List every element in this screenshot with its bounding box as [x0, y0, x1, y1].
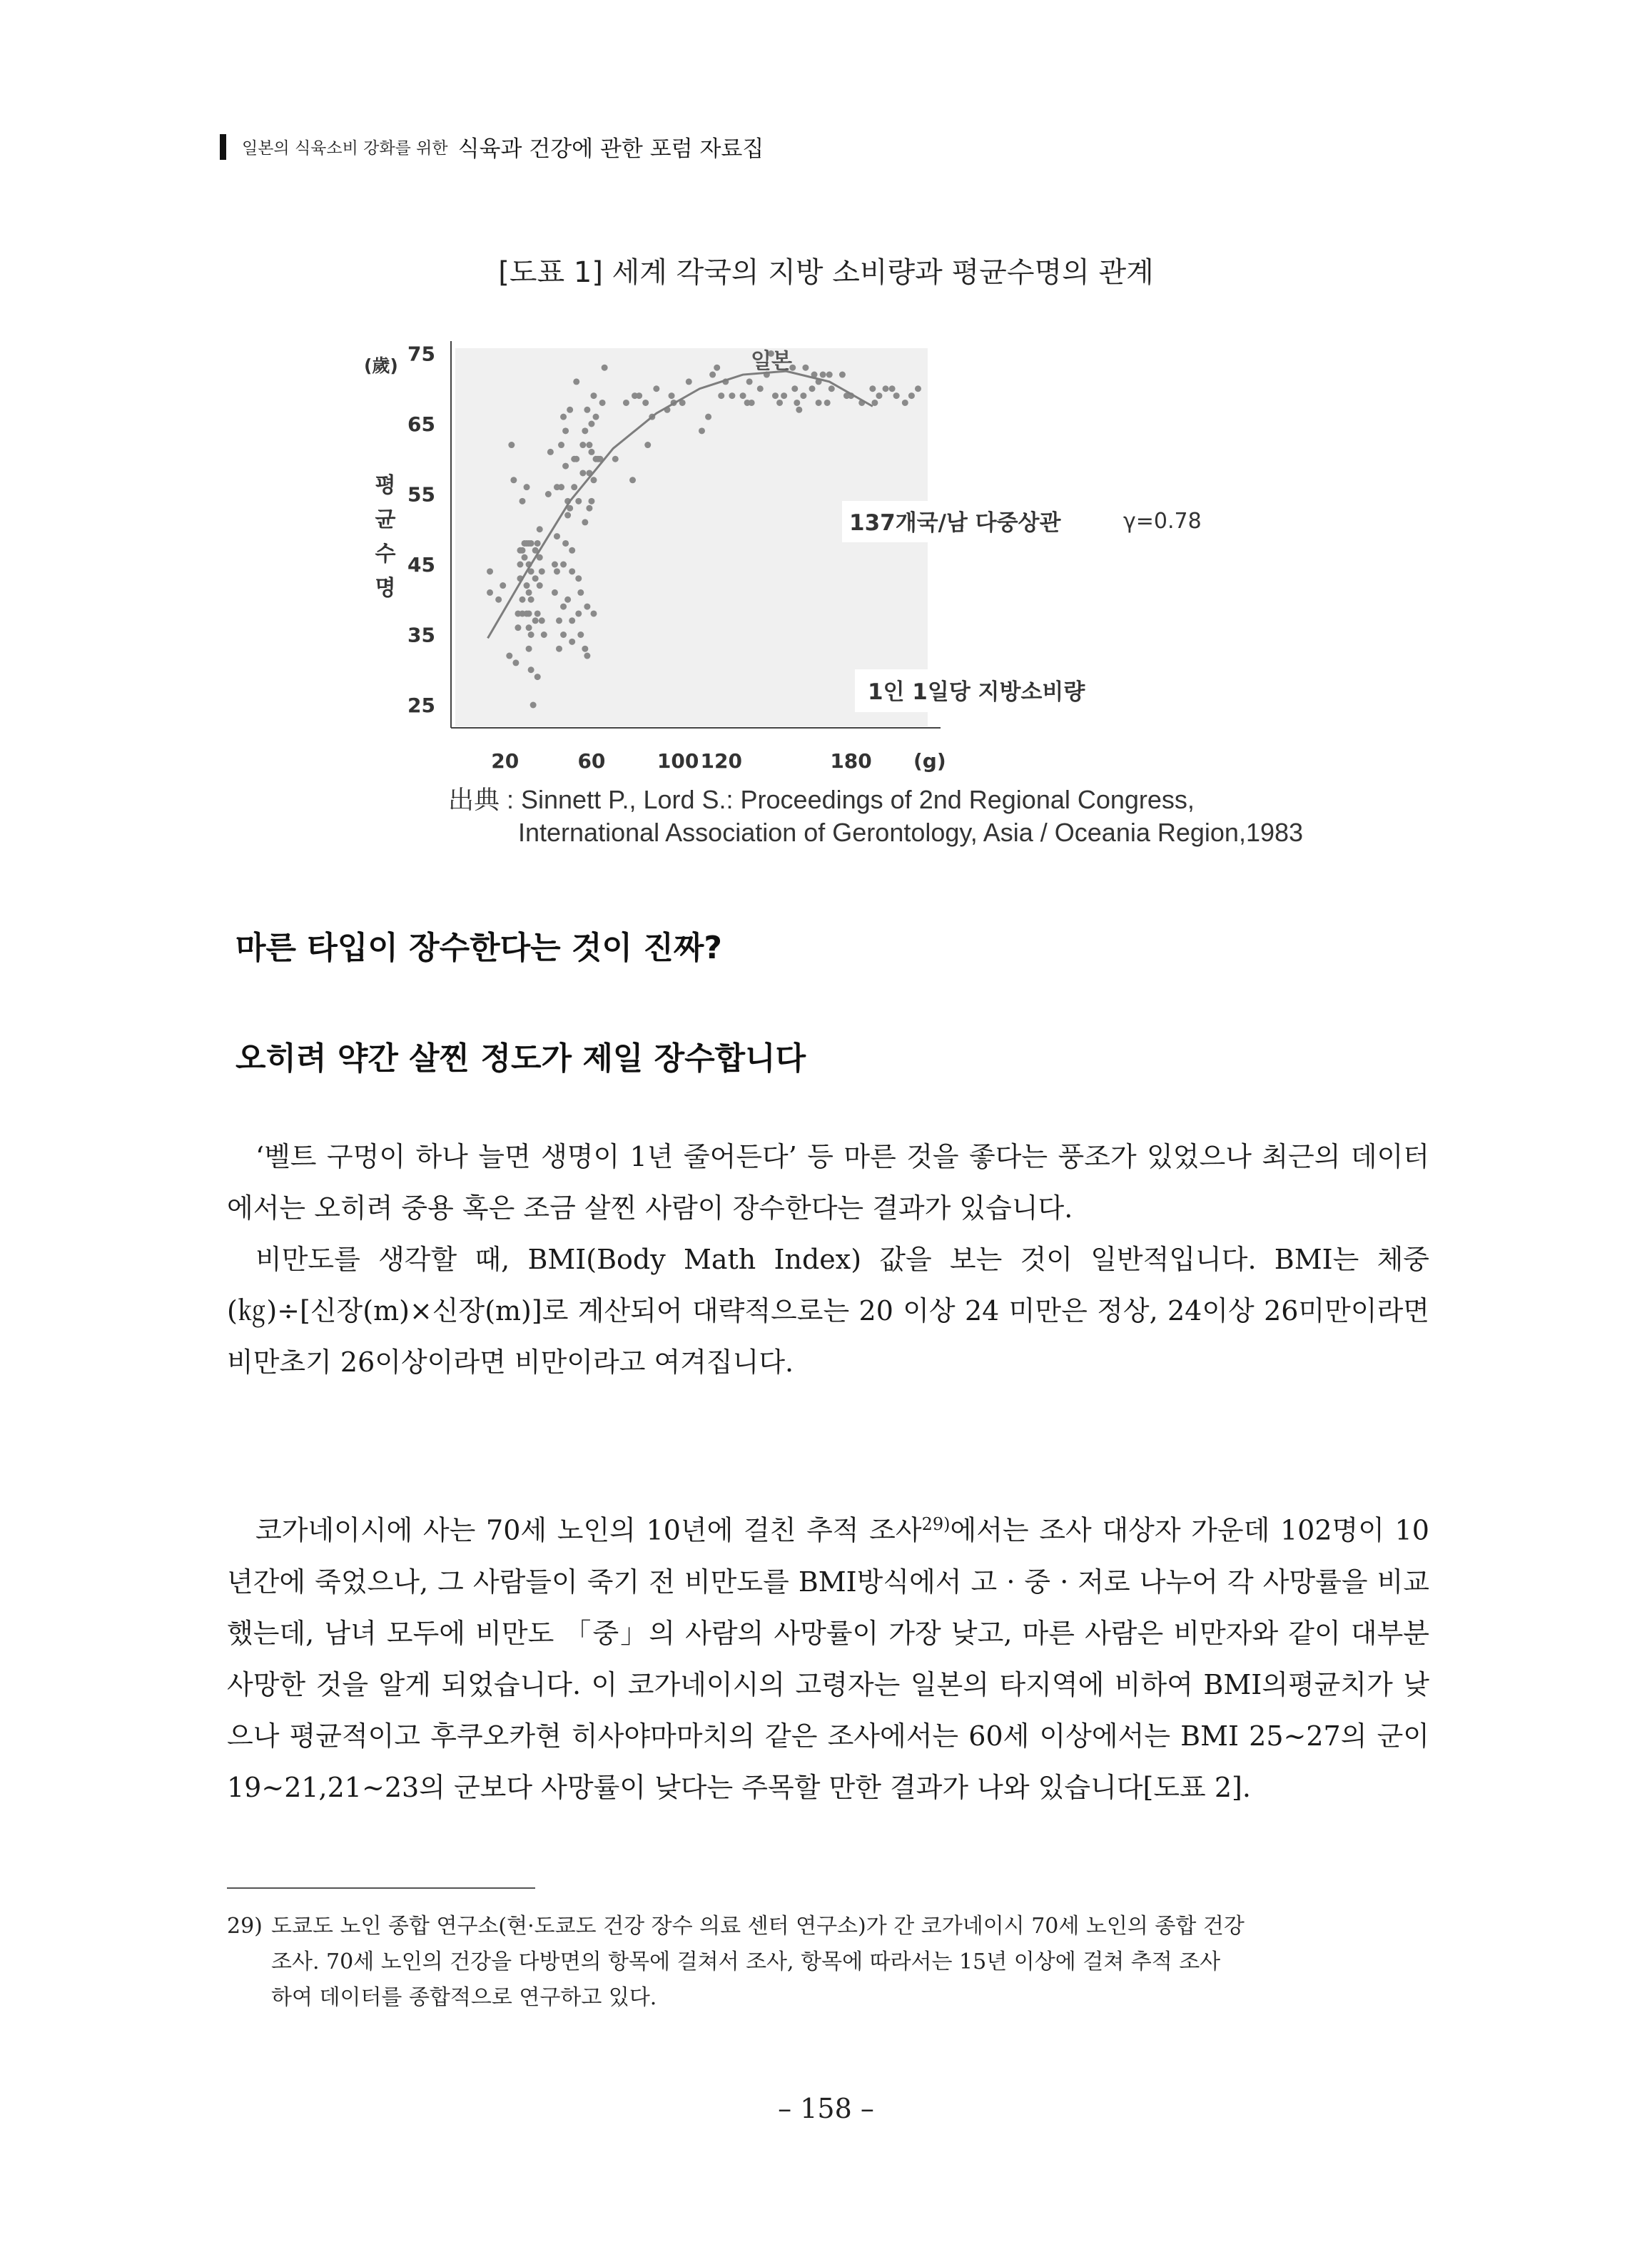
scatter-point: [828, 385, 835, 392]
scatter-point: [506, 653, 512, 659]
y-unit: (歲): [364, 355, 398, 376]
scatter-point: [588, 421, 594, 427]
scatter-point: [588, 498, 594, 504]
scatter-point: [560, 414, 567, 420]
scatter-point: [908, 392, 915, 399]
y-axis-label-char: 평: [375, 473, 396, 498]
scatter-point: [560, 604, 567, 610]
scatter-point: [776, 400, 783, 406]
scatter-point: [539, 617, 545, 624]
scatter-point: [564, 597, 571, 603]
scatter-point: [508, 442, 515, 448]
scatter-point: [562, 427, 569, 434]
annotation-x: 1인 1일당 지방소비량: [868, 679, 1085, 705]
scatter-point: [902, 400, 908, 406]
scatter-point: [487, 568, 493, 574]
scatter-point: [569, 617, 575, 624]
scatter-point: [599, 400, 606, 406]
scatter-point: [556, 617, 562, 624]
scatter-point: [519, 498, 525, 504]
page-number: – 158 –: [778, 2093, 874, 2124]
scatter-point: [534, 674, 541, 680]
scatter-point: [629, 477, 636, 483]
x-tick-label: 100: [657, 749, 699, 773]
scatter-point: [554, 568, 560, 574]
annotation-r: γ=0.78: [1123, 509, 1202, 534]
footnote-line-2: 조사. 70세 노인의 건강을 다방면의 항목에 걸쳐서 조사, 항목에 따라서는 15년 이상에 걸쳐 추적 조사: [271, 1949, 1221, 1974]
scatter-point: [590, 392, 597, 399]
body-paragraph-3: [227, 1498, 1429, 1813]
x-tick-label: 60: [577, 749, 606, 773]
scatter-point: [579, 442, 586, 448]
scatter-point: [709, 372, 716, 378]
scatter-point: [883, 385, 889, 392]
scatter-point: [567, 407, 573, 413]
scatter-point: [526, 610, 532, 617]
scatter-point: [552, 562, 558, 568]
x-tick-label: 120: [700, 749, 742, 773]
scatter-point: [579, 470, 586, 476]
y-tick-label: 75: [407, 342, 435, 366]
scatter-point: [612, 456, 619, 462]
scatter-point: [699, 427, 705, 434]
scatter-point: [781, 392, 787, 399]
scatter-point: [532, 617, 539, 624]
header-title: 식육과 건강에 관한 포럼 자료집: [457, 136, 764, 162]
scatter-point: [530, 702, 537, 709]
scatter-point: [582, 427, 588, 434]
y-axis-label-char: 수: [375, 542, 396, 567]
scatter-point: [569, 639, 575, 645]
scatter-point: [791, 385, 798, 392]
x-tick-label: 180: [830, 749, 872, 773]
scatter-point: [526, 624, 532, 631]
scatter-point: [526, 589, 532, 596]
scatter-point: [528, 540, 534, 547]
figure-caption: [도표 1] 세계 각국의 지방 소비량과 평균수명의 관계: [498, 256, 1154, 289]
scatter-point: [772, 392, 779, 399]
scatter-point: [623, 400, 629, 406]
scatter-point: [573, 378, 579, 385]
scatter-point: [584, 604, 590, 610]
y-axis-label-char: 명: [375, 576, 396, 601]
scatter-point: [588, 449, 594, 455]
y-axis-label: [375, 473, 396, 601]
scatter-point: [515, 624, 521, 631]
scatter-point: [510, 477, 517, 483]
scatter-point: [586, 505, 592, 512]
paragraph-2-text: 비만도를 생각할 때, BMI(Body Math Index) 값을 보는 것이 일반적입니다. BMI는 체중(㎏)÷[신장(m)×신장(m)]로 계산되어 대략적으로는 20 이상 24 미만은 정상, 24이상 26미만이라면 비만초기 26이상이라면 비만이라고 여겨집니다.: [227, 1244, 1429, 1378]
scatter-point: [556, 646, 562, 652]
scatter-point: [714, 365, 720, 371]
running-header: [220, 131, 764, 163]
scatter-point: [740, 392, 746, 399]
scatter-point: [560, 631, 567, 638]
scatter-point: [636, 392, 642, 399]
scatter-point: [528, 597, 534, 603]
scatter-point: [602, 365, 608, 371]
scatter-point: [802, 365, 809, 371]
scatter-point: [809, 385, 816, 392]
footnote-ref-29: 29): [921, 1514, 951, 1534]
scatter-point: [644, 442, 651, 448]
section-heading-answer: 오히려 약간 살찐 정도가 제일 장수합니다: [235, 1040, 806, 1077]
scatter-point: [718, 392, 724, 399]
scatter-point: [584, 653, 590, 659]
section-heading-question: 마른 타입이 장수한다는 것이 진짜?: [235, 930, 722, 966]
scatter-point: [577, 631, 584, 638]
y-tick-label: 55: [407, 482, 435, 507]
scatter-point: [519, 597, 525, 603]
scatter-point: [749, 400, 755, 406]
scatter-point: [512, 659, 519, 666]
y-axis-label-char: 균: [375, 507, 396, 532]
scatter-point: [560, 562, 567, 568]
figure-source: [448, 783, 1303, 849]
scatter-point: [757, 385, 764, 392]
scatter-point: [558, 442, 564, 448]
scatter-point: [526, 646, 532, 652]
scatter-point: [586, 442, 592, 448]
scatter-point: [562, 540, 569, 547]
scatter-point: [524, 484, 530, 490]
x-unit: (g): [913, 749, 946, 773]
scatter-point: [686, 378, 692, 385]
scatter-point: [528, 666, 534, 673]
scatter-point: [876, 392, 882, 399]
scatter-point: [839, 372, 846, 378]
paragraph-3-part-a: 코가네이시에 사는 70세 노인의 10년에 걸친 추적 조사: [255, 1514, 922, 1546]
y-tick-label: 25: [407, 694, 435, 717]
scatter-point: [794, 400, 800, 406]
scatter-point: [889, 385, 896, 392]
scatter-point: [552, 589, 558, 596]
scatter-point: [537, 582, 543, 589]
scatter-point: [528, 631, 534, 638]
body-paragraph-1: [227, 1131, 1429, 1388]
scatter-point: [796, 407, 802, 413]
scatter-point: [869, 385, 876, 392]
scatter-point: [582, 646, 588, 652]
scatter-point: [541, 631, 547, 638]
scatter-point: [800, 392, 806, 399]
scatter-point: [824, 400, 831, 406]
header-bar: [220, 134, 226, 160]
scatter-point: [487, 589, 493, 596]
scatter-point: [554, 533, 560, 539]
y-tick-label: 45: [407, 553, 435, 577]
paragraph-3-text: [227, 1498, 1429, 1813]
annotation-corr: 137개국/남 다중상관: [849, 510, 1061, 536]
paragraph-1-text: ‘벨트 구멍이 하나 늘면 생명이 1년 줄어든다’ 등 마른 것을 좋다는 풍조가 있었으나 최근의 데이터에서는 오히려 중용 혹은 조금 살찐 사람이 장수한다는 결과가 있습니다.: [227, 1141, 1429, 1224]
scatter-point: [571, 484, 577, 490]
scatter-point: [915, 385, 921, 392]
scatter-point: [575, 575, 582, 582]
scatter-point: [705, 414, 711, 420]
header-small-text: 일본의 식육소비 강화를 위한: [242, 139, 448, 158]
scatter-point: [669, 392, 675, 399]
scatter-point: [532, 575, 539, 582]
scatter-point: [729, 392, 735, 399]
scatter-point: [590, 610, 597, 617]
scatter-point: [893, 392, 900, 399]
scatter-point: [562, 463, 569, 470]
footnote-line-1: 도쿄도 노인 종합 연구소(현·도쿄도 건강 장수 의료 센터 연구소)가 간 코가네이시 70세 노인의 종합 건강: [271, 1914, 1245, 1939]
scatter-point: [564, 512, 571, 519]
scatter-point: [524, 582, 530, 589]
scatter-point: [593, 414, 599, 420]
scatter-point: [539, 568, 545, 574]
x-tick-label: 20: [491, 749, 520, 773]
scatter-point: [577, 589, 584, 596]
scatter-point: [517, 562, 523, 568]
scatter-point: [545, 491, 552, 497]
scatter-point: [573, 456, 579, 462]
paragraph-3-part-b: 에서는 조사 대상자 가운데 102명이 10년간에 죽었으나, 그 사람들이 죽기 전 비만도를 BMI방식에서 고 · 중 · 저로 나누어 각 사망률을 비교했는데, 남녀 모두에 비만도 「중」의 사람의 사망률이 가장 낮고, 마른 사람은 비만자와 같이 대부분 사망한 것을 알게 되었습니다. 이 코가네이시의 고령자는 일본의 타지역에 비하여 BMI의평균치가 낮으나 평균적이고 후쿠오카현 히사야마마치의 같은 조사에서는 60세 이상에서는 BMI 25~27의 군이 19~21,21~23의 군보다 사망률이 낮다는 주목할 만한 결과가 나와 있습니다[도표 2].: [227, 1514, 1429, 1803]
footnote-line-3: 하여 데이터를 종합적으로 연구하고 있다.: [271, 1985, 657, 2010]
y-tick-label: 35: [407, 623, 435, 647]
scatter-point: [534, 610, 541, 617]
source-line-2: International Association of Gerontology, Asia / Oceania Region,1983: [518, 818, 1304, 847]
y-tick-label: 65: [407, 412, 435, 436]
annotation-japan: 일본: [751, 349, 792, 374]
scatter-point: [522, 554, 528, 561]
scatter-point: [746, 378, 753, 385]
scatter-point: [495, 597, 502, 603]
scatter-point: [537, 526, 543, 532]
scatter-point: [590, 477, 597, 483]
scatter-point: [575, 610, 582, 617]
scatter-point: [582, 519, 588, 525]
scatter-point: [558, 484, 564, 490]
scatter-point: [820, 372, 826, 378]
footnote-number: 29): [227, 1914, 263, 1939]
scatter-point: [642, 400, 649, 406]
scatter-point: [584, 407, 590, 413]
footnote-29: [227, 1909, 1429, 2016]
scatter-point: [547, 449, 554, 455]
scatter-point: [569, 547, 575, 554]
source-line-1: 出典 : Sinnett P., Lord S.: Proceedings of 2nd Regional Congress,: [448, 785, 1195, 814]
scatter-point: [653, 385, 659, 392]
scatter-point: [519, 547, 525, 554]
scatter-point: [534, 540, 541, 547]
scatter-point: [575, 498, 582, 504]
footnote-rule: [227, 1887, 535, 1889]
scatter-point: [569, 568, 575, 574]
scatter-point: [826, 372, 833, 378]
scatter-point: [816, 400, 822, 406]
scatter-point: [500, 582, 506, 589]
